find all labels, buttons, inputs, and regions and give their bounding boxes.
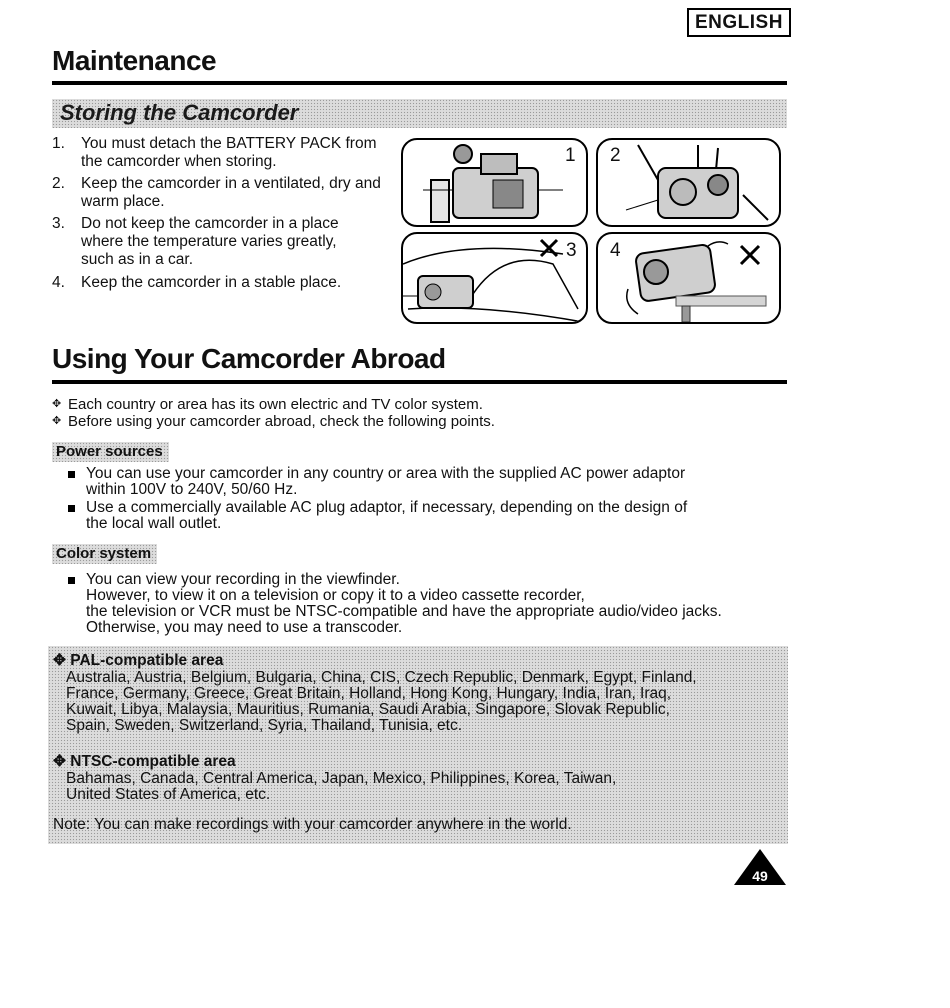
color-line: Otherwise, you may need to use a transcoder. bbox=[86, 619, 403, 636]
illustration-2 bbox=[596, 138, 781, 227]
note-text: Note: You can make recordings with your camcorder anywhere in the world. bbox=[53, 816, 572, 833]
power-line: the local wall outlet. bbox=[86, 515, 222, 532]
abroad-title-rule bbox=[52, 380, 787, 384]
intro-bullet bbox=[52, 397, 772, 413]
camcorder-unstable-drawing bbox=[598, 234, 779, 322]
step-text: Keep the camcorder in a ventilated, dry and warm place. bbox=[81, 175, 381, 210]
diamond-bullet-icon: ✥ bbox=[52, 398, 62, 410]
step-4 bbox=[52, 274, 382, 294]
camcorder-battery-detach-drawing bbox=[403, 140, 586, 225]
ntsc-line: United States of America, etc. bbox=[66, 786, 271, 803]
maintenance-title: Maintenance bbox=[52, 45, 217, 76]
step-1 bbox=[52, 135, 382, 173]
section-banner-label: Storing the Camcorder bbox=[60, 100, 299, 125]
power-line: within 100V to 240V, 50/60 Hz. bbox=[86, 481, 298, 498]
pal-heading: ✥ PAL-compatible area bbox=[53, 652, 224, 669]
pal-line: Australia, Austria, Belgium, Bulgaria, China, CIS, Czech Republic, Denmark, Egypt, Finland, bbox=[66, 669, 697, 686]
pal-line: Spain, Sweden, Switzerland, Syria, Thailand, Tunisia, etc. bbox=[66, 717, 463, 734]
abroad-title: Using Your Camcorder Abroad bbox=[52, 343, 446, 374]
square-bullet-icon bbox=[68, 577, 75, 584]
ntsc-heading: ✥ NTSC-compatible area bbox=[53, 753, 236, 770]
power-item-1 bbox=[68, 466, 788, 500]
step-text: Do not keep the camcorder in a place where the temperature varies greatly, such as in a car. bbox=[81, 215, 339, 268]
intro-text: Each country or area has its own electric and TV color system. bbox=[68, 396, 483, 413]
ntsc-line: Bahamas, Canada, Central America, Japan, Mexico, Philippines, Korea, Taiwan, bbox=[66, 770, 617, 787]
color-line: However, to view it on a television or copy it to a video cassette recorder, bbox=[86, 587, 585, 604]
power-line: Use a commercially available AC plug adaptor, if necessary, depending on the design of bbox=[86, 499, 688, 516]
step-3 bbox=[52, 215, 382, 271]
section-banner bbox=[52, 99, 787, 128]
color-item bbox=[68, 572, 788, 638]
color-system-label: Color system bbox=[52, 544, 157, 564]
illustration-1 bbox=[401, 138, 588, 227]
color-line: You can view your recording in the viewfinder. bbox=[86, 571, 400, 588]
pal-label: PAL-compatible area bbox=[70, 652, 224, 669]
step-number: 3. bbox=[52, 215, 65, 232]
step-text: You must detach the BATTERY PACK from the camcorder when storing. bbox=[81, 135, 377, 170]
intro-text: Before using your camcorder abroad, check the following points. bbox=[68, 413, 495, 430]
step-text: Keep the camcorder in a stable place. bbox=[81, 274, 342, 291]
illustration-number: 3 bbox=[566, 240, 577, 261]
country-list-box bbox=[48, 646, 788, 844]
page-number: 49 bbox=[752, 868, 768, 884]
step-number: 2. bbox=[52, 175, 65, 192]
step-number: 1. bbox=[52, 135, 65, 152]
illustration-number: 4 bbox=[610, 240, 621, 261]
color-line: the television or VCR must be NTSC-compatible and have the appropriate audio/video jacks. bbox=[86, 603, 722, 620]
pal-line: Kuwait, Libya, Malaysia, Mauritius, Rumania, Saudi Arabia, Singapore, Slovak Republic, bbox=[66, 701, 670, 718]
diamond-bullet-icon: ✥ bbox=[52, 415, 62, 427]
step-number: 4. bbox=[52, 274, 65, 291]
illustration-3 bbox=[401, 232, 588, 324]
illustration-number: 2 bbox=[610, 145, 621, 166]
square-bullet-icon bbox=[68, 471, 75, 478]
power-sources-label: Power sources bbox=[52, 442, 169, 462]
page-number-triangle bbox=[732, 847, 788, 887]
power-item-2 bbox=[68, 500, 788, 534]
ntsc-label: NTSC-compatible area bbox=[70, 753, 236, 770]
camcorder-ventilated-drawing bbox=[598, 140, 779, 225]
square-bullet-icon bbox=[68, 505, 75, 512]
title-rule bbox=[52, 81, 787, 85]
pal-line: France, Germany, Greece, Great Britain, Holland, Hong Kong, Hungary, India, Iran, Iraq, bbox=[66, 685, 672, 702]
illustration-number: 1 bbox=[565, 145, 576, 166]
intro-bullet bbox=[52, 414, 772, 430]
power-line: You can use your camcorder in any country or area with the supplied AC power adaptor bbox=[86, 465, 686, 482]
language-label: ENGLISH bbox=[687, 8, 791, 37]
illustration-4 bbox=[596, 232, 781, 324]
camcorder-in-car-drawing bbox=[403, 234, 586, 322]
step-2 bbox=[52, 175, 382, 213]
